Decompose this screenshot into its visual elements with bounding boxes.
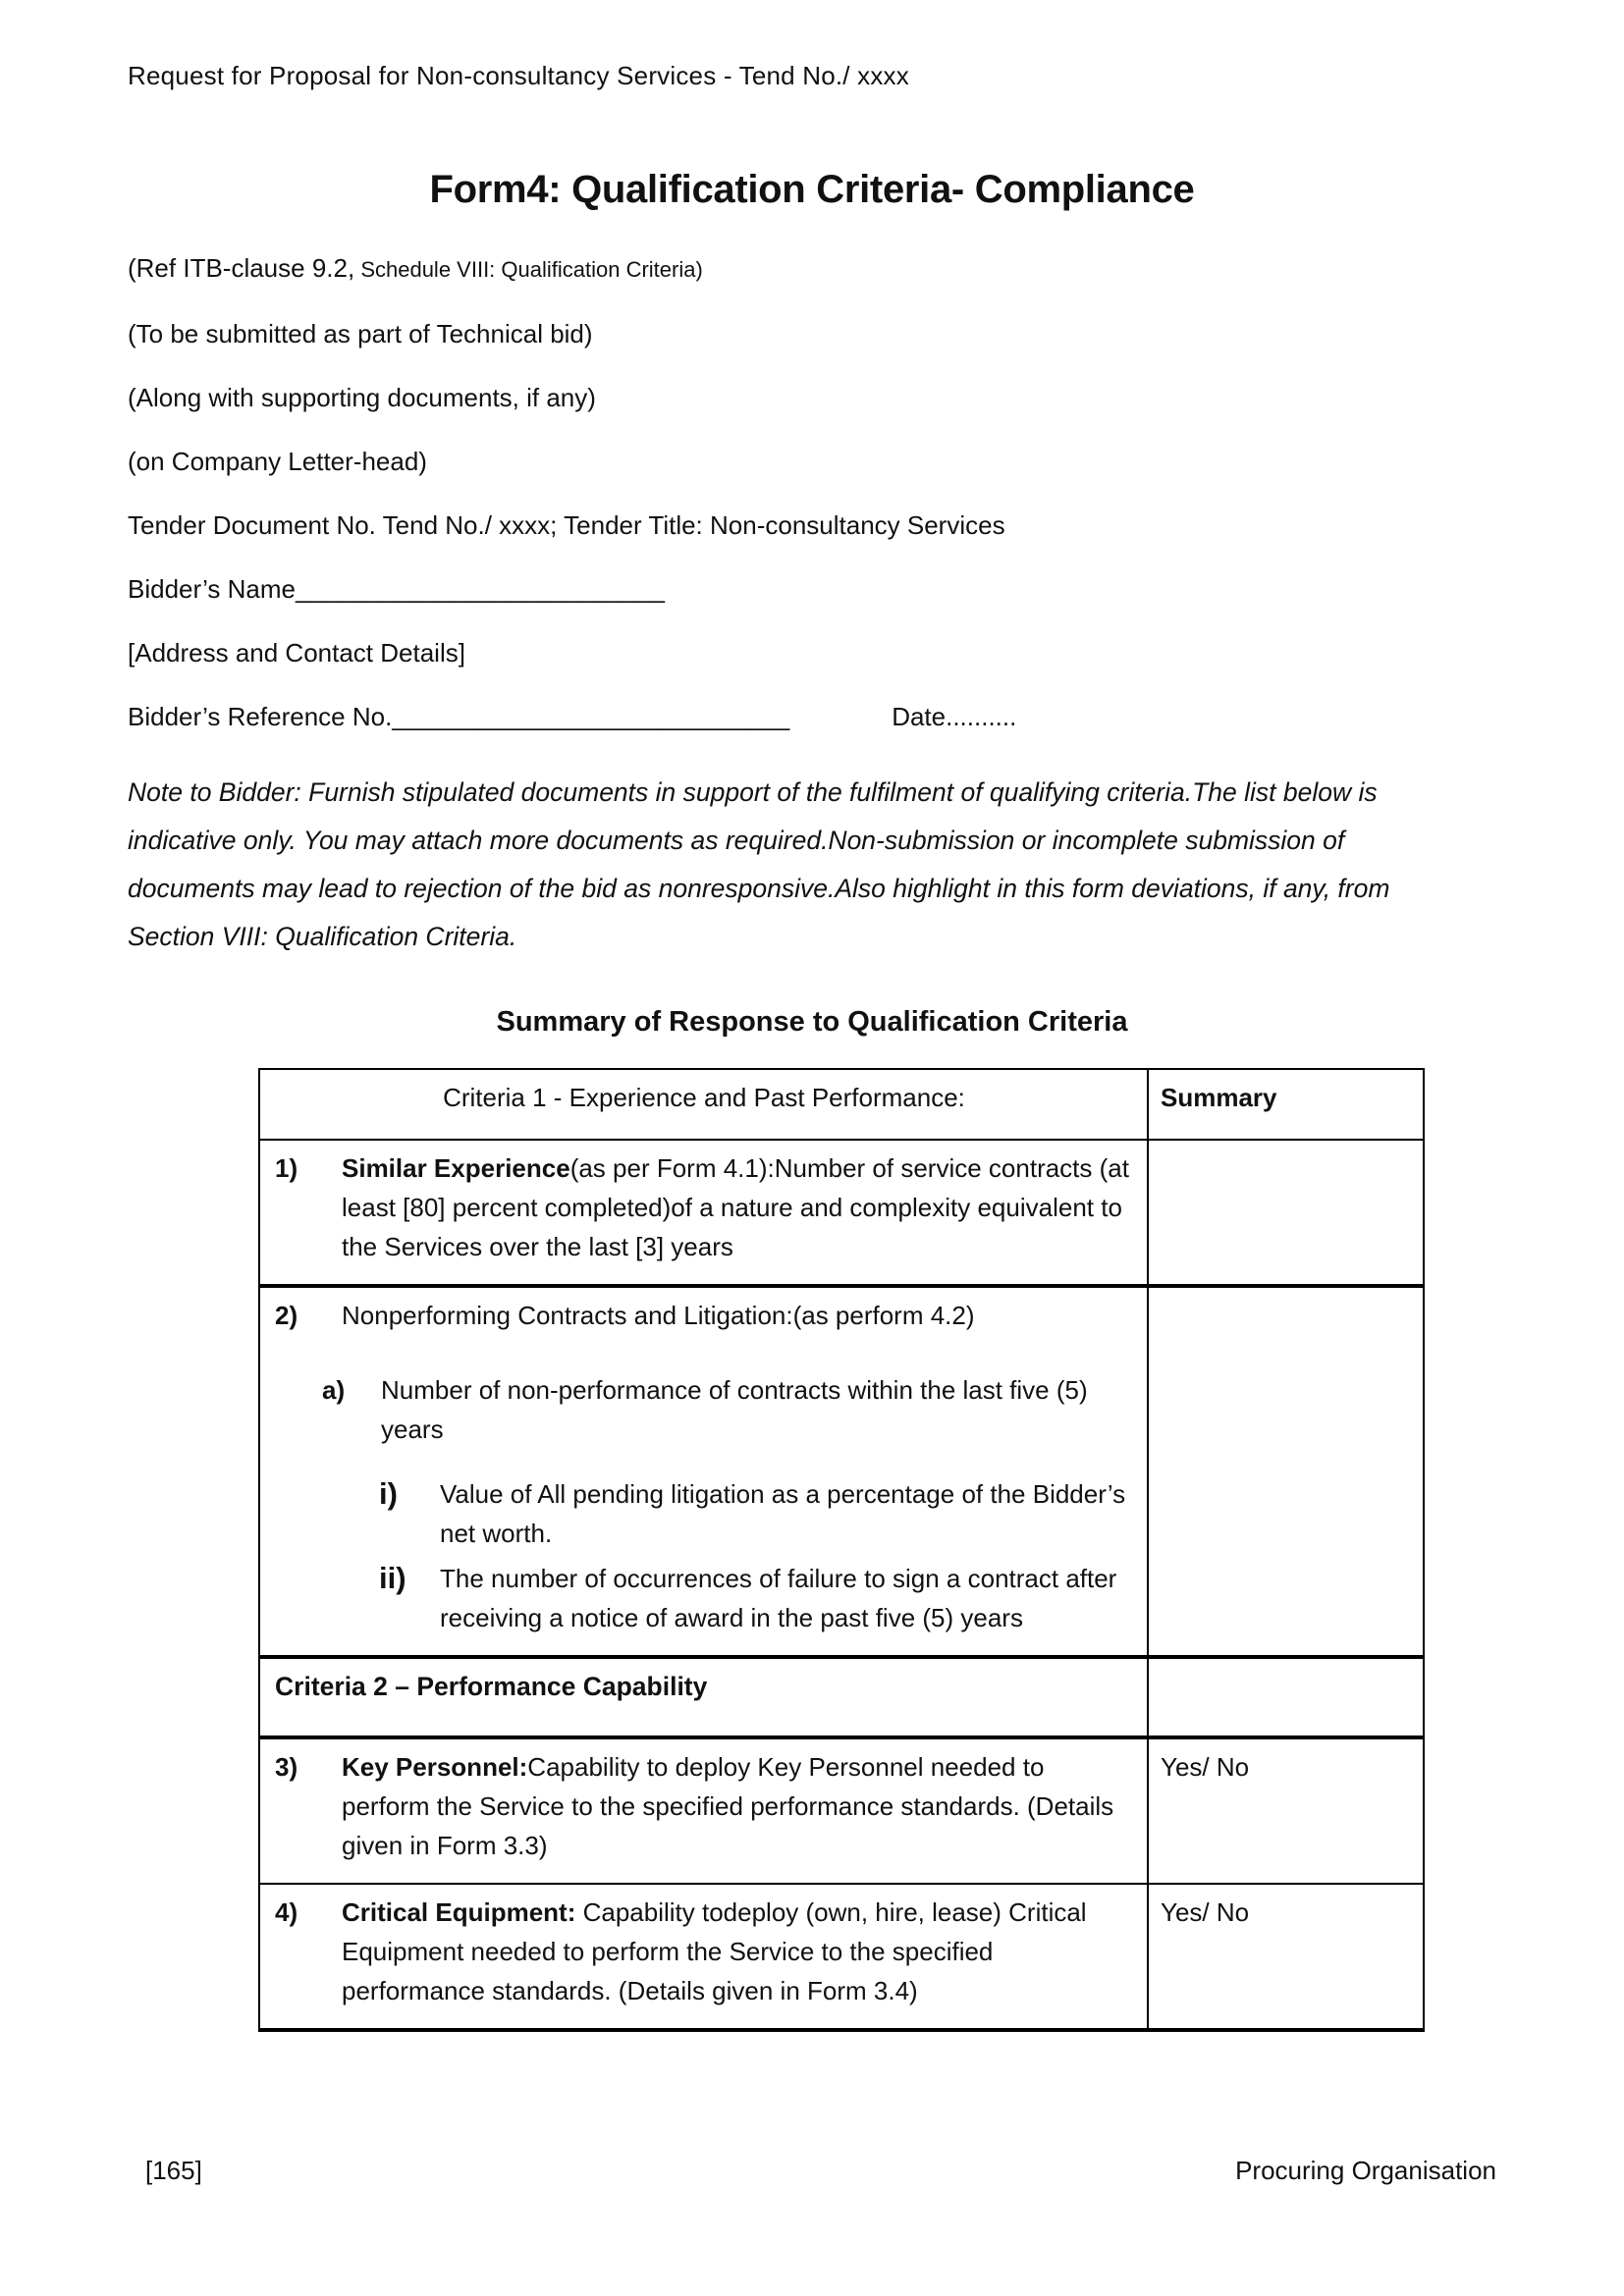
list-item	[275, 1148, 1133, 1266]
table-row-key-personnel	[259, 1737, 1424, 1884]
sub-item-a	[322, 1370, 1133, 1449]
date-label: Date..........	[892, 702, 1017, 731]
running-header: Request for Proposal for Non-consultancy Services - Tend No./ xxxx	[128, 61, 909, 90]
summary-cell	[1148, 1140, 1424, 1286]
list-item	[275, 1893, 1133, 2010]
ref-clause-schedule: Schedule VIII: Qualification Criteria)	[354, 257, 703, 282]
tender-document-line: Tender Document No. Tend No./ xxxx; Tender Title: Non-consultancy Services	[128, 510, 1005, 540]
ref-clause-line	[128, 251, 1496, 287]
letterhead-note: (on Company Letter-head)	[128, 447, 427, 476]
list-item	[275, 1747, 1133, 1865]
summary-header-cell: Summary	[1148, 1069, 1424, 1140]
summary-cell	[1148, 1286, 1424, 1657]
summary-cell: Yes/ No	[1148, 1737, 1424, 1884]
item-body-text: Capability todeploy (own, hire, lease) Critical Equipment needed to perform the Service to the specified performance standards. (Details given in Form 3.4)	[342, 1897, 1087, 2005]
summary-cell: Yes/ No	[1148, 1884, 1424, 2030]
table-row-critical-equipment	[259, 1884, 1424, 2030]
summary-heading: Summary of Response to Qualification Criteria	[496, 1006, 1128, 1038]
item-body-text: (as per Form 4.1):Number of service contracts (at least [80] percent completed)of a nature and complexity equivalent to the Services over the last [3] years	[342, 1153, 1129, 1261]
item-text: Nonperforming Contracts and Litigation:(as perform 4.2)	[342, 1301, 975, 1330]
item-text	[342, 1747, 1133, 1865]
sub-item-number: a)	[322, 1375, 346, 1405]
item-number: 1)	[275, 1153, 298, 1183]
item-number: 3)	[275, 1752, 298, 1782]
bidder-name-blank: __________________________	[296, 574, 665, 604]
item-number: 4)	[275, 1897, 298, 1927]
sub-item-text: Value of All pending litigation as a percentage of the Bidder’s net worth.	[440, 1479, 1126, 1548]
item-text	[342, 1148, 1133, 1266]
sub-item-number: ii)	[379, 1561, 406, 1595]
sub-item-text: Number of non-performance of contracts within the last five (5) years	[381, 1375, 1088, 1444]
summary-cell	[1148, 1657, 1424, 1737]
item-bold-label: Similar Experience	[342, 1153, 570, 1183]
item-body-text: Capability to deploy Key Personnel needed to perform the Service to the specified performance standards. (Details given in Form 3.3)	[342, 1752, 1114, 1860]
sub-item-i	[379, 1474, 1133, 1553]
item-number: 2)	[275, 1301, 298, 1330]
bidder-reference-line	[128, 700, 1496, 733]
page-footer	[128, 2156, 1496, 2186]
sub-item-ii	[379, 1559, 1133, 1637]
item-text	[342, 1893, 1133, 2010]
supporting-documents-note: (Along with supporting documents, if any)	[128, 383, 596, 412]
bidder-name-label: Bidder’s Name	[128, 574, 297, 604]
list-item	[275, 1296, 1133, 1335]
bidder-name-line	[128, 572, 1496, 606]
bidder-reference-label: Bidder’s Reference No.	[128, 702, 393, 731]
table-row-criteria2-header	[259, 1657, 1424, 1737]
qualification-criteria-table	[258, 1068, 1425, 2032]
page-title: Form4: Qualification Criteria- Compliance	[429, 168, 1195, 211]
sub-item-number: i)	[379, 1476, 398, 1511]
ref-clause-main: (Ref ITB-clause 9.2,	[128, 253, 355, 283]
table-row-nonperforming-contracts	[259, 1286, 1424, 1657]
criteria1-header-cell: Criteria 1 - Experience and Past Performance:	[259, 1069, 1148, 1140]
sub-item-text: The number of occurrences of failure to sign a contract after receiving a notice of award in the past five (5) years	[440, 1564, 1117, 1632]
bidder-reference-blank: ____________________________	[392, 702, 790, 731]
note-to-bidder: Note to Bidder: Furnish stipulated documents in support of the fulfilment of qualifying criteria.The list below is indicative only. You may attach more documents as required.Non-submission or incomplete submission of documents may lead to rejection of the bid as nonresponsive.Also highlight in this form deviations, if any, from Section VIII: Qualification Criteria.	[128, 777, 1390, 951]
item-bold-label: Key Personnel:	[342, 1752, 528, 1782]
table-header-row	[259, 1069, 1424, 1140]
technical-bid-note: (To be submitted as part of Technical bid)	[128, 319, 593, 348]
footer-page-number: [165]	[145, 2156, 202, 2185]
criteria2-header-cell: Criteria 2 – Performance Capability	[259, 1657, 1148, 1737]
item-bold-label: Critical Equipment:	[342, 1897, 576, 1927]
address-contact-line: [Address and Contact Details]	[128, 638, 465, 667]
table-row-similar-experience	[259, 1140, 1424, 1286]
footer-organisation: Procuring Organisation	[1235, 2156, 1496, 2185]
